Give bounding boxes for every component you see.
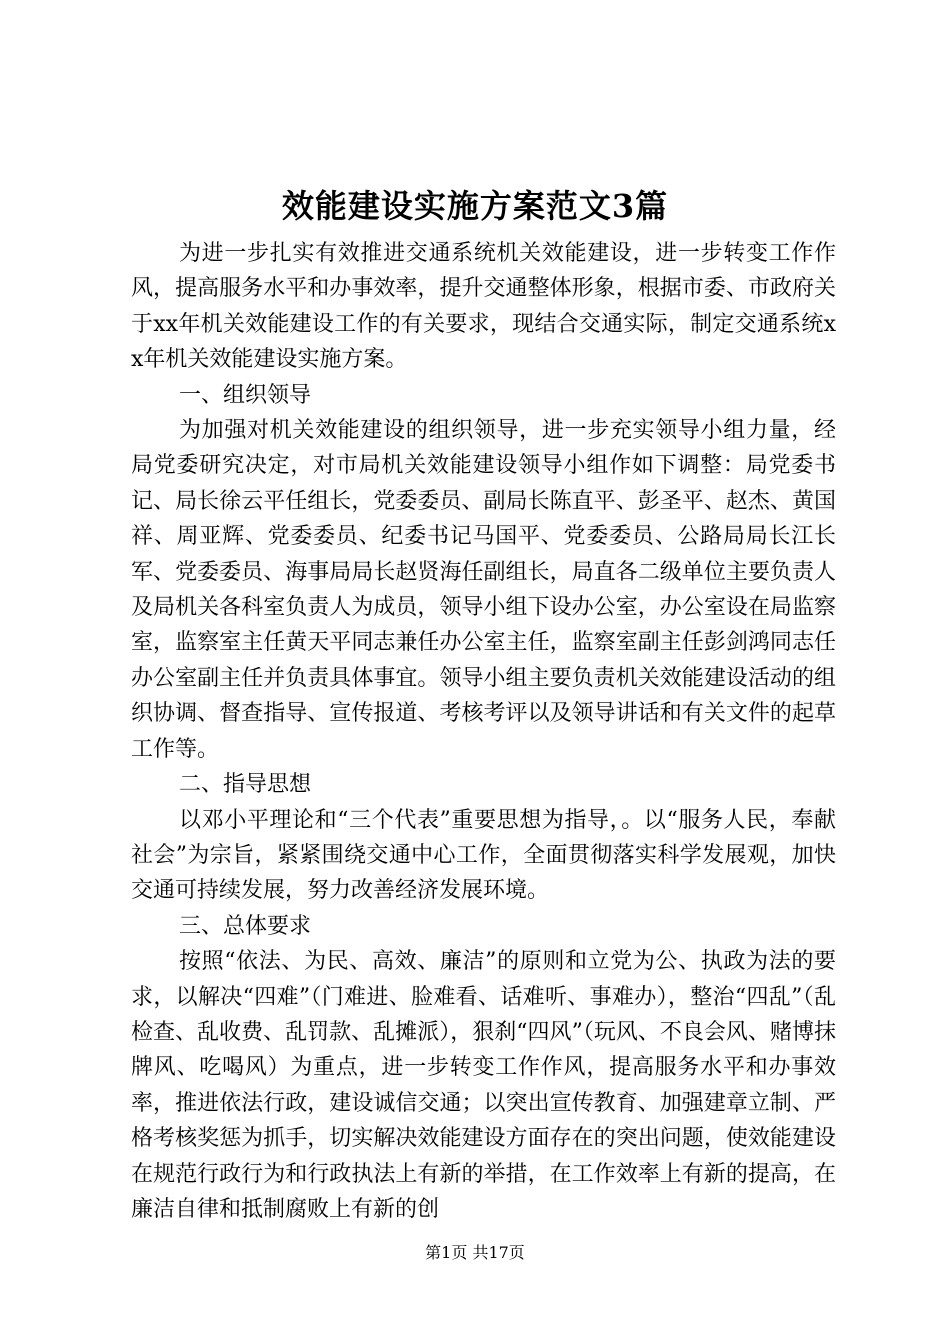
guiding-ideology-paragraph: 以邓小平理论和“三个代表”重要思想为指导，。以“服务人民，奉献社会”为宗旨，紧紧围绕交通中心工作，全面贯彻落实科学发展观，加快交通可持续发展，努力改善经济发展环境。: [131, 807, 836, 904]
organization-paragraph: 为加强对机关效能建设的组织领导，进一步充实领导小组力量，经局党委研究决定，对市局机关效能建设领导小组作如下调整：局党委书记、局长徐云平任组长，党委委员、副局长陈直平、彭圣平、赵杰、黄国祥、周亚辉、党委委员、纪委书记马国平、党委委员、公路局局长江长军、党委委员、海事局局长赵贤海任副组长，局直各二级单位主要负责人及局机关各科室负责人为成员，领导小组下设办公室，办公室设在局监察室，监察室主任黄天平同志兼任办公室主任，监察室副主任彭剑鸿同志任办公室副主任并负责具体事宜。领导小组主要负责机关效能建设活动的组织协调、督查指导、宣传报道、考核考评以及领导讲话和有关文件的起草工作等。: [131, 418, 836, 762]
document-title: 效能建设实施方案范文3篇: [281, 187, 669, 225]
section-heading-guiding-ideology: 二、指导思想: [179, 772, 312, 798]
intro-paragraph: 为进一步扎实有效推进交通系统机关效能建设，进一步转变工作作风，提高服务水平和办事效率，提升交通整体形象，根据市委、市政府关于xx年机关效能建设工作的有关要求，现结合交通实际，制定交通系统xx年机关效能建设实施方案。: [131, 241, 836, 373]
section-heading-organization: 一、组织领导: [179, 382, 312, 408]
general-requirements-paragraph: 按照“依法、为民、高效、廉洁”的原则和立党为公、执政为法的要求，以解决“四难”（门难进、脸难看、话难听、事难办），整治“四乱”（乱检查、乱收费、乱罚款、乱摊派），狠刹“四风”（玩风、不良会风、赌博抹牌风、吃喝风）为重点，进一步转变工作作风，提高服务水平和办事效率，推进依法行政，建设诚信交通；以突出宣传教育、加强建章立制、严格考核奖惩为抓手，切实解决效能建设方面存在的突出问题，使效能建设在规范行政行为和行政执法上有新的举措，在工作效率上有新的提高，在廉洁自律和抵制腐败上有新的创: [131, 949, 836, 1222]
document-body: [131, 236, 836, 1227]
section-heading-general-requirements: 三、总体要求: [179, 913, 312, 939]
page-number-footer: 第1页 共17页: [425, 1243, 525, 1262]
